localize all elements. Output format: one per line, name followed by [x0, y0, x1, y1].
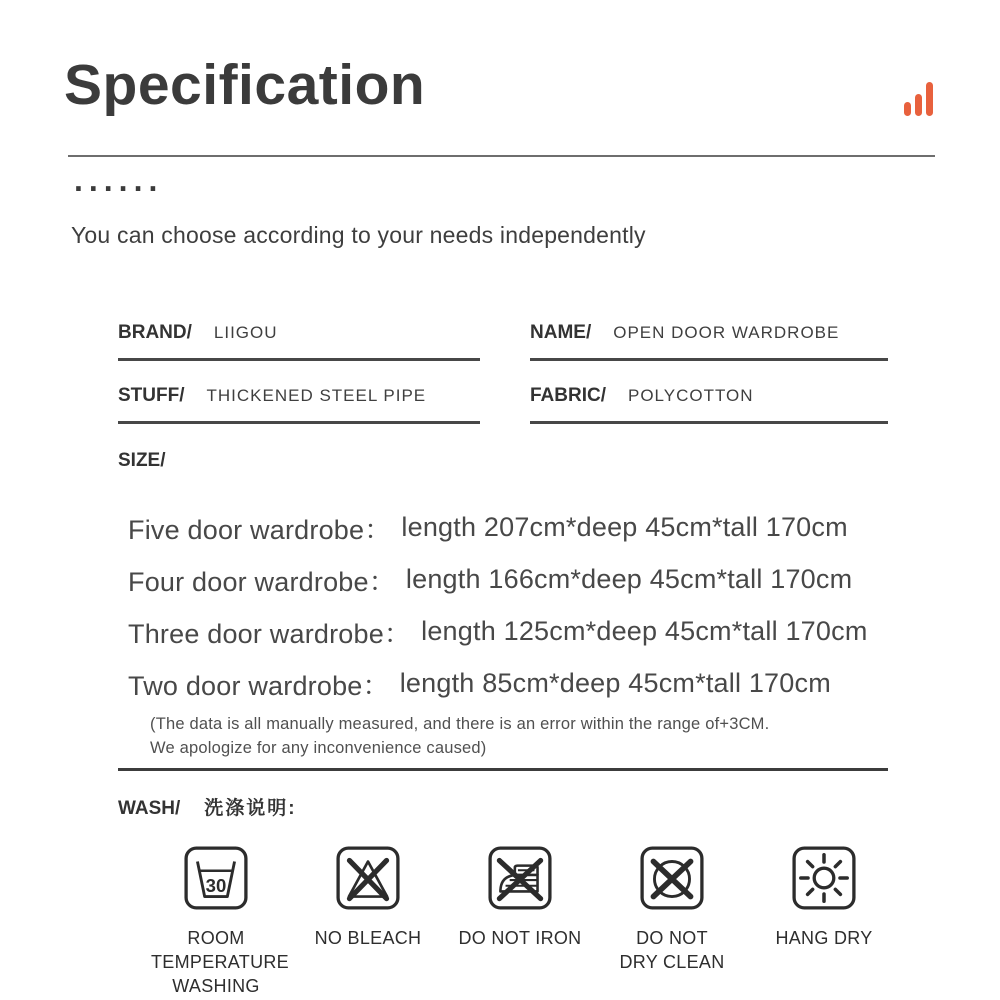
name-label: NAME/: [530, 322, 592, 343]
spec-cell-brand: [118, 322, 480, 361]
size-detail: length 85cm*deep 45cm*tall 170cm: [399, 667, 831, 698]
size-line-two-door: [128, 657, 868, 709]
wash-item-no-bleach: [292, 845, 444, 998]
wash-item-room-temp: [140, 845, 292, 998]
page-title: Specification: [64, 53, 426, 117]
wash-item-label: DO NOT IRON: [458, 928, 582, 948]
size-line-five-door: [128, 501, 868, 553]
wash-section-divider: [118, 768, 888, 771]
wash-item-label: NO BLEACH: [314, 928, 422, 948]
name-value: OPEN DOOR WARDROBE: [613, 323, 840, 342]
disclaimer-line-1: (The data is all manually measured, and there is an error within the range of+3CM.: [150, 715, 770, 733]
size-line-four-door: [128, 553, 868, 605]
wash-item-label: DO NOT DRY CLEAN: [619, 928, 725, 972]
intro-text: You can choose according to your needs independently: [71, 222, 646, 248]
do-not-iron-icon: [487, 845, 553, 911]
size-name: Five door wardrobe：: [128, 514, 392, 545]
do-not-dry-clean-icon: [639, 845, 705, 911]
size-name: Four door wardrobe：: [128, 566, 396, 597]
size-detail: length 207cm*deep 45cm*tall 170cm: [401, 511, 848, 542]
wash-item-do-not-iron: [444, 845, 596, 998]
wash-item-label: HANG DRY: [775, 928, 873, 948]
size-section-label: SIZE/: [118, 450, 166, 471]
measurement-disclaimer: [150, 712, 769, 760]
hang-dry-icon: [791, 845, 857, 911]
spec-grid: [118, 322, 888, 424]
no-bleach-icon: [335, 845, 401, 911]
header-divider: [68, 155, 935, 157]
size-name: Two door wardrobe：: [128, 670, 390, 701]
stuff-value: THICKENED STEEL PIPE: [206, 386, 427, 405]
size-name: Three door wardrobe：: [128, 618, 412, 649]
wash-item-hang-dry: [748, 845, 900, 998]
wash-temp-badge: 30: [205, 874, 227, 896]
fabric-value: POLYCOTTON: [628, 386, 754, 405]
wash-label-chinese: 洗涤说明:: [204, 798, 297, 819]
disclaimer-line-2: We apologize for any inconvenience caused): [150, 739, 487, 757]
wash-30-icon: [183, 845, 249, 911]
wash-section-header: [118, 793, 297, 820]
wash-care-icons: [140, 845, 900, 998]
size-detail: length 125cm*deep 45cm*tall 170cm: [421, 615, 868, 646]
brand-label: BRAND/: [118, 322, 192, 343]
spec-cell-name: [530, 322, 888, 361]
wash-item-do-not-dry-clean: [596, 845, 748, 998]
size-list: [128, 501, 868, 709]
size-detail: length 166cm*deep 45cm*tall 170cm: [405, 563, 853, 594]
decorative-dots: ......: [74, 162, 164, 198]
bar-chart-icon: [904, 82, 933, 116]
wash-label: WASH/: [118, 798, 181, 819]
size-line-three-door: [128, 605, 868, 657]
fabric-label: FABRIC/: [530, 385, 606, 406]
spec-cell-stuff: [118, 385, 480, 424]
spec-cell-fabric: [530, 385, 888, 424]
wash-item-label: ROOM TEMPERATURE WASHING: [151, 928, 289, 996]
stuff-label: STUFF/: [118, 385, 185, 406]
brand-value: LIIGOU: [213, 323, 278, 342]
